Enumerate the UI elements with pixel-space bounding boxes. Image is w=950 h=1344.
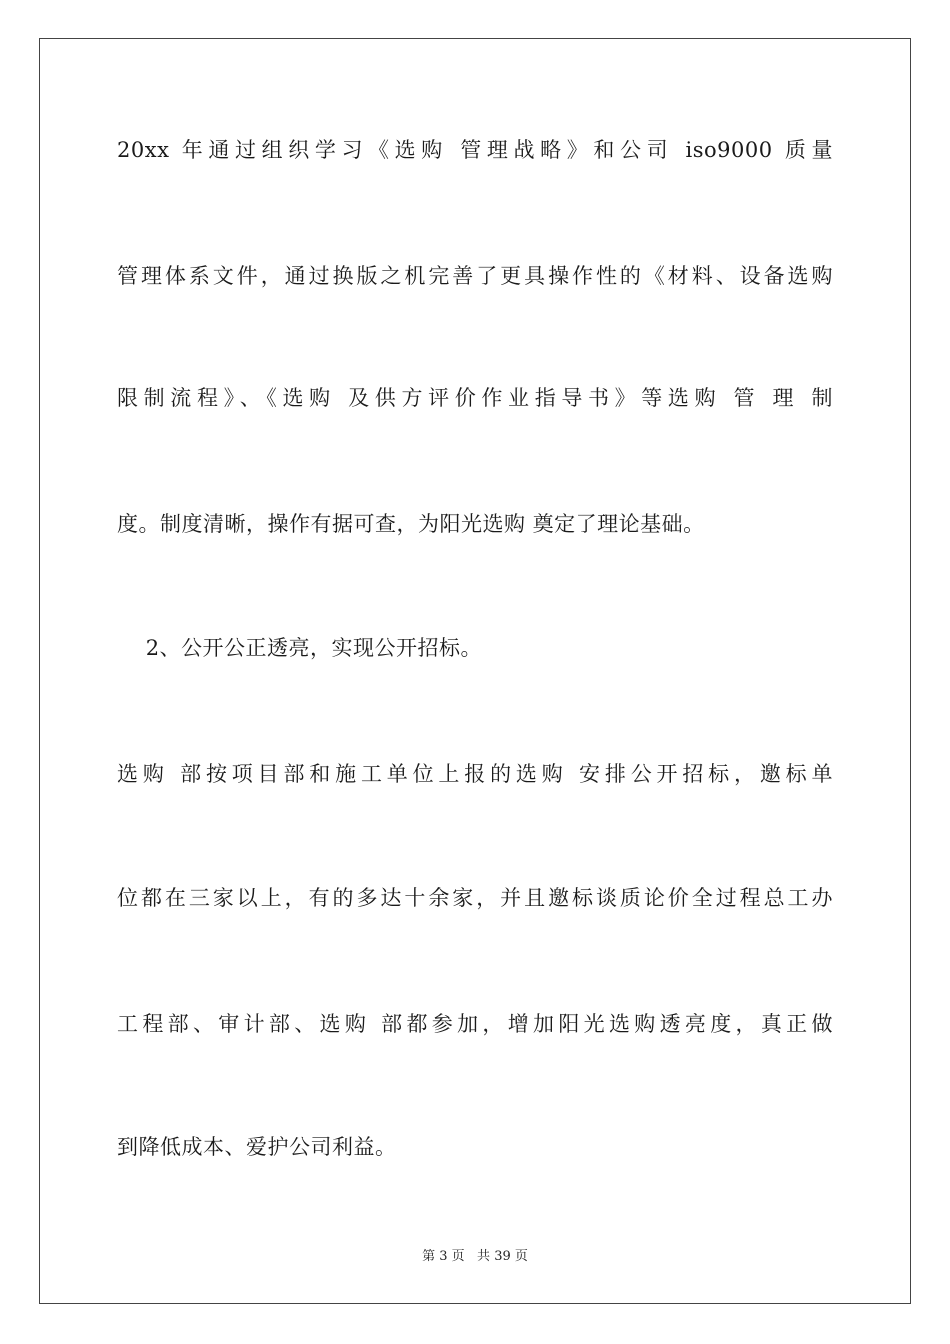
paragraph-line-2: 管理体系文件，通过换版之机完善了更具操作性的《材料、设备选购 <box>117 264 833 288</box>
paragraph-line-4: 度。制度清晰，操作有据可查，为阳光选购 奠定了理论基础。 <box>117 512 705 536</box>
paragraph-line-1: 20xx 年通过组织学习《选购 管理战略》和公司 iso9000 质量 <box>117 138 833 162</box>
section-heading: 2、公开公正透亮，实现公开招标。 <box>117 636 483 660</box>
paragraph-line-7: 工程部、审计部、选购 部都参加，增加阳光选购透亮度，真正做 <box>117 1012 833 1036</box>
page-border <box>39 38 911 1304</box>
paragraph-line-8: 到降低成本、爱护公司利益。 <box>117 1135 397 1159</box>
paragraph-line-3: 限制流程》、《选购 及供方评价作业指导书》等选购 管 理 制 <box>117 386 833 410</box>
paragraph-line-5: 选购 部按项目部和施工单位上报的选购 安排公开招标，邀标单 <box>117 762 833 786</box>
paragraph-line-6: 位都在三家以上，有的多达十余家，并且邀标谈质论价全过程总工办 <box>117 886 833 910</box>
page-footer: 第 3 页 共 39 页 <box>422 1249 528 1264</box>
